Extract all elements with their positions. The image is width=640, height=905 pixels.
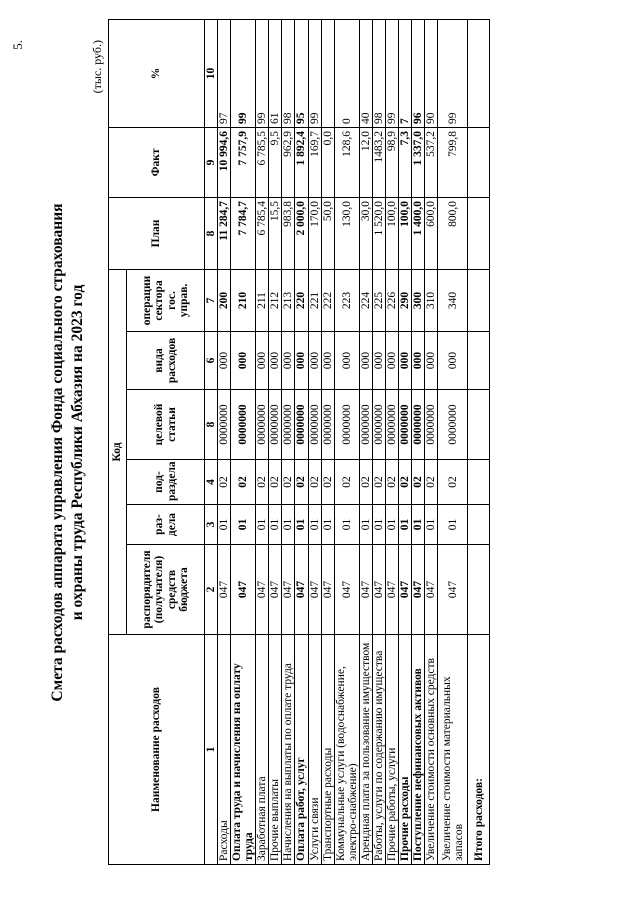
row-plan: 1 520,0 xyxy=(372,197,385,269)
row-expense-type: 000 xyxy=(412,332,425,390)
row-fact: 6 785,5 xyxy=(256,127,269,197)
row-section: 01 xyxy=(438,505,468,545)
row-subsection: 02 xyxy=(359,460,372,505)
unit-label: (тыс. руб.) xyxy=(90,40,104,94)
table-row xyxy=(385,19,398,864)
row-pct: 99 xyxy=(308,19,321,127)
row-subsection: 02 xyxy=(425,460,438,505)
row-subsection: 02 xyxy=(231,460,256,505)
row-section: 01 xyxy=(321,505,334,545)
row-fact: 7,3 xyxy=(398,127,411,197)
row-fact: 799,8 xyxy=(438,127,468,197)
row-recipient: 047 xyxy=(438,545,468,635)
table-row xyxy=(231,19,256,864)
row-operation: 340 xyxy=(438,269,468,331)
row-plan: 7 784,7 xyxy=(231,197,256,269)
row-subsection: 02 xyxy=(398,460,411,505)
row-subsection: 02 xyxy=(282,460,295,505)
row-expense-type: 000 xyxy=(321,332,334,390)
table-row xyxy=(425,19,438,864)
row-expense-type: 000 xyxy=(269,332,282,390)
row-pct: 7 xyxy=(398,19,411,127)
row-fact: 1 337,0 xyxy=(412,127,425,197)
row-section: 01 xyxy=(372,505,385,545)
row-name: Расходы xyxy=(218,635,231,865)
row-operation: 213 xyxy=(282,269,295,331)
row-plan: 170,0 xyxy=(308,197,321,269)
row-recipient: 047 xyxy=(295,545,308,635)
col-number: 4 xyxy=(205,460,218,505)
row-section: 01 xyxy=(359,505,372,545)
table-row xyxy=(282,19,295,864)
row-operation: 226 xyxy=(385,269,398,331)
row-target: 0000000 xyxy=(321,390,334,460)
row-pct: 99 xyxy=(231,19,256,127)
row-name: Оплата труда и начисления на оплату труда xyxy=(231,635,256,865)
row-expense-type: 000 xyxy=(359,332,372,390)
header-name: Наименование расходов xyxy=(109,635,205,865)
row-operation: 212 xyxy=(269,269,282,331)
row-recipient: 047 xyxy=(334,545,359,635)
col-number: 10 xyxy=(205,19,218,127)
row-target: 0000000 xyxy=(334,390,359,460)
row-pct: 99 xyxy=(438,19,468,127)
row-target: 0000000 xyxy=(425,390,438,460)
table-row xyxy=(372,19,385,864)
row-pct: 95 xyxy=(295,19,308,127)
row-operation: 223 xyxy=(334,269,359,331)
table-row xyxy=(256,19,269,864)
row-pct: 40 xyxy=(359,19,372,127)
row-expense-type: 000 xyxy=(231,332,256,390)
row-name: Увеличение стоимости материальных запасов xyxy=(438,635,468,865)
row-name: Работы, услуги по содержанию имущества xyxy=(372,635,385,865)
row-plan: 1 400,0 xyxy=(412,197,425,269)
row-pct: 97 xyxy=(218,19,231,127)
row-operation: 222 xyxy=(321,269,334,331)
row-recipient: 047 xyxy=(308,545,321,635)
row-expense-type: 000 xyxy=(334,332,359,390)
row-section: 01 xyxy=(282,505,295,545)
row-section: 01 xyxy=(425,505,438,545)
row-target: 0000000 xyxy=(269,390,282,460)
row-subsection: 02 xyxy=(218,460,231,505)
row-expense-type: 000 xyxy=(295,332,308,390)
row-recipient: 047 xyxy=(321,545,334,635)
row-fact: 537,2 xyxy=(425,127,438,197)
row-section: 01 xyxy=(308,505,321,545)
row-subsection: 02 xyxy=(372,460,385,505)
total-cell xyxy=(468,269,490,331)
header-fact: Факт xyxy=(109,127,205,197)
row-fact: 1483,2 xyxy=(372,127,385,197)
row-recipient: 047 xyxy=(398,545,411,635)
row-name: Услуги связи xyxy=(308,635,321,865)
row-plan: 50,0 xyxy=(321,197,334,269)
row-expense-type: 000 xyxy=(218,332,231,390)
row-target: 0000000 xyxy=(282,390,295,460)
row-name: Увеличение стоимости основных средств xyxy=(425,635,438,865)
col-number: 6 xyxy=(205,332,218,390)
page-number: 5. xyxy=(10,40,25,50)
row-plan: 100,0 xyxy=(398,197,411,269)
row-plan: 30,0 xyxy=(359,197,372,269)
row-pct: 96 xyxy=(412,19,425,127)
row-fact: 12,0 xyxy=(359,127,372,197)
row-operation: 300 xyxy=(412,269,425,331)
row-section: 01 xyxy=(385,505,398,545)
table-row xyxy=(334,19,359,864)
row-subsection: 02 xyxy=(438,460,468,505)
row-plan: 800,0 xyxy=(438,197,468,269)
total-row xyxy=(468,19,490,864)
row-operation: 200 xyxy=(218,269,231,331)
table-row xyxy=(295,19,308,864)
row-expense-type: 000 xyxy=(256,332,269,390)
row-operation: 310 xyxy=(425,269,438,331)
total-cell xyxy=(468,127,490,197)
total-cell xyxy=(468,390,490,460)
table-row xyxy=(218,19,231,864)
row-fact: 10 994,6 xyxy=(218,127,231,197)
row-section: 01 xyxy=(256,505,269,545)
header-code: Код xyxy=(109,269,127,634)
row-expense-type: 000 xyxy=(282,332,295,390)
total-cell xyxy=(468,19,490,127)
row-recipient: 047 xyxy=(425,545,438,635)
row-fact: 169,7 xyxy=(308,127,321,197)
row-expense-type: 000 xyxy=(308,332,321,390)
row-subsection: 02 xyxy=(334,460,359,505)
row-pct: 90 xyxy=(425,19,438,127)
header-pct: % xyxy=(109,19,205,127)
col-number: 8 xyxy=(205,390,218,460)
table-row xyxy=(308,19,321,864)
total-cell xyxy=(468,332,490,390)
col-number: 8 xyxy=(205,197,218,269)
row-operation: 290 xyxy=(398,269,411,331)
row-expense-type: 000 xyxy=(398,332,411,390)
row-fact: 98,9 xyxy=(385,127,398,197)
table-row xyxy=(398,19,411,864)
row-target: 0000000 xyxy=(308,390,321,460)
row-subsection: 02 xyxy=(269,460,282,505)
row-operation: 211 xyxy=(256,269,269,331)
row-subsection: 02 xyxy=(412,460,425,505)
row-target: 0000000 xyxy=(295,390,308,460)
row-subsection: 02 xyxy=(308,460,321,505)
row-target: 0000000 xyxy=(218,390,231,460)
table-row xyxy=(438,19,468,864)
header-target: целевой статьи xyxy=(127,390,205,460)
row-name: Арендная плата за пользование имуществом xyxy=(359,635,372,865)
row-name: Транспортные расходы xyxy=(321,635,334,865)
total-cell xyxy=(468,197,490,269)
row-target: 0000000 xyxy=(438,390,468,460)
row-recipient: 047 xyxy=(231,545,256,635)
header-subsection: под-раздела xyxy=(127,460,205,505)
table-row xyxy=(321,19,334,864)
row-operation: 221 xyxy=(308,269,321,331)
row-name: Прочие расходы xyxy=(398,635,411,865)
row-target: 0000000 xyxy=(398,390,411,460)
row-section: 01 xyxy=(334,505,359,545)
row-section: 01 xyxy=(295,505,308,545)
row-operation: 225 xyxy=(372,269,385,331)
row-name: Прочие выплаты xyxy=(269,635,282,865)
row-plan: 15,5 xyxy=(269,197,282,269)
row-recipient: 047 xyxy=(282,545,295,635)
row-pct xyxy=(321,19,334,127)
row-fact: 128,6 xyxy=(334,127,359,197)
row-plan: 2 000,0 xyxy=(295,197,308,269)
row-operation: 220 xyxy=(295,269,308,331)
table-row xyxy=(269,19,282,864)
row-fact: 0,0 xyxy=(321,127,334,197)
expense-table xyxy=(108,19,490,865)
row-target: 0000000 xyxy=(372,390,385,460)
row-fact: 962,9 xyxy=(282,127,295,197)
col-number: 7 xyxy=(205,269,218,331)
row-name: Прочие работы, услуги xyxy=(385,635,398,865)
row-pct: 98 xyxy=(372,19,385,127)
row-expense-type: 000 xyxy=(425,332,438,390)
row-section: 01 xyxy=(269,505,282,545)
header-section: раз-дела xyxy=(127,505,205,545)
row-section: 01 xyxy=(231,505,256,545)
row-fact: 9,5 xyxy=(269,127,282,197)
row-recipient: 047 xyxy=(269,545,282,635)
row-pct: 99 xyxy=(385,19,398,127)
row-recipient: 047 xyxy=(372,545,385,635)
row-name: Оплата работ, услуг xyxy=(295,635,308,865)
row-pct: 99 xyxy=(256,19,269,127)
row-name: Начисления на выплаты по оплате труда xyxy=(282,635,295,865)
row-target: 0000000 xyxy=(359,390,372,460)
row-plan: 983,8 xyxy=(282,197,295,269)
row-section: 01 xyxy=(218,505,231,545)
row-name: Коммунальные услуги (водоснабжение, электро-снабжение) xyxy=(334,635,359,865)
total-cell xyxy=(468,460,490,505)
row-plan: 600,0 xyxy=(425,197,438,269)
title-line-2: и охраны труда Республики Абхазия на 2023 год xyxy=(69,284,86,621)
row-plan: 11 284,7 xyxy=(218,197,231,269)
col-number: 3 xyxy=(205,505,218,545)
header-expense-type: вида расходов xyxy=(127,332,205,390)
row-target: 0000000 xyxy=(412,390,425,460)
row-name: Заработная плата xyxy=(256,635,269,865)
row-recipient: 047 xyxy=(359,545,372,635)
col-number: 9 xyxy=(205,127,218,197)
row-recipient: 047 xyxy=(412,545,425,635)
row-recipient: 047 xyxy=(385,545,398,635)
row-subsection: 02 xyxy=(256,460,269,505)
row-target: 0000000 xyxy=(256,390,269,460)
row-subsection: 02 xyxy=(385,460,398,505)
table-row xyxy=(359,19,372,864)
document-title xyxy=(48,0,88,905)
table-row xyxy=(412,19,425,864)
row-recipient: 047 xyxy=(218,545,231,635)
total-cell xyxy=(468,545,490,635)
row-expense-type: 000 xyxy=(438,332,468,390)
col-number: 2 xyxy=(205,545,218,635)
row-operation: 224 xyxy=(359,269,372,331)
header-plan: План xyxy=(109,197,205,269)
row-subsection: 02 xyxy=(295,460,308,505)
row-pct: 61 xyxy=(269,19,282,127)
row-plan: 100,0 xyxy=(385,197,398,269)
header-recipient: распорядителя (получателя) средств бюджета xyxy=(127,545,205,635)
row-section: 01 xyxy=(398,505,411,545)
row-plan: 6 785,4 xyxy=(256,197,269,269)
total-cell xyxy=(468,505,490,545)
col-number: 1 xyxy=(205,635,218,865)
row-expense-type: 000 xyxy=(372,332,385,390)
row-fact: 7 757,9 xyxy=(231,127,256,197)
row-pct: 98 xyxy=(282,19,295,127)
row-recipient: 047 xyxy=(256,545,269,635)
row-name: Поступление нефинансовых активов xyxy=(412,635,425,865)
total-label: Итого расходов: xyxy=(468,635,490,865)
row-expense-type: 000 xyxy=(385,332,398,390)
header-operation: операции сектора гос. управ. xyxy=(127,269,205,331)
row-target: 0000000 xyxy=(231,390,256,460)
row-plan: 130,0 xyxy=(334,197,359,269)
row-fact: 1 892,4 xyxy=(295,127,308,197)
row-operation: 210 xyxy=(231,269,256,331)
title-line-1: Смета расходов аппарата управления Фонда социального страхования xyxy=(49,203,66,702)
row-target: 0000000 xyxy=(385,390,398,460)
row-subsection: 02 xyxy=(321,460,334,505)
row-pct: 0 xyxy=(334,19,359,127)
row-section: 01 xyxy=(412,505,425,545)
